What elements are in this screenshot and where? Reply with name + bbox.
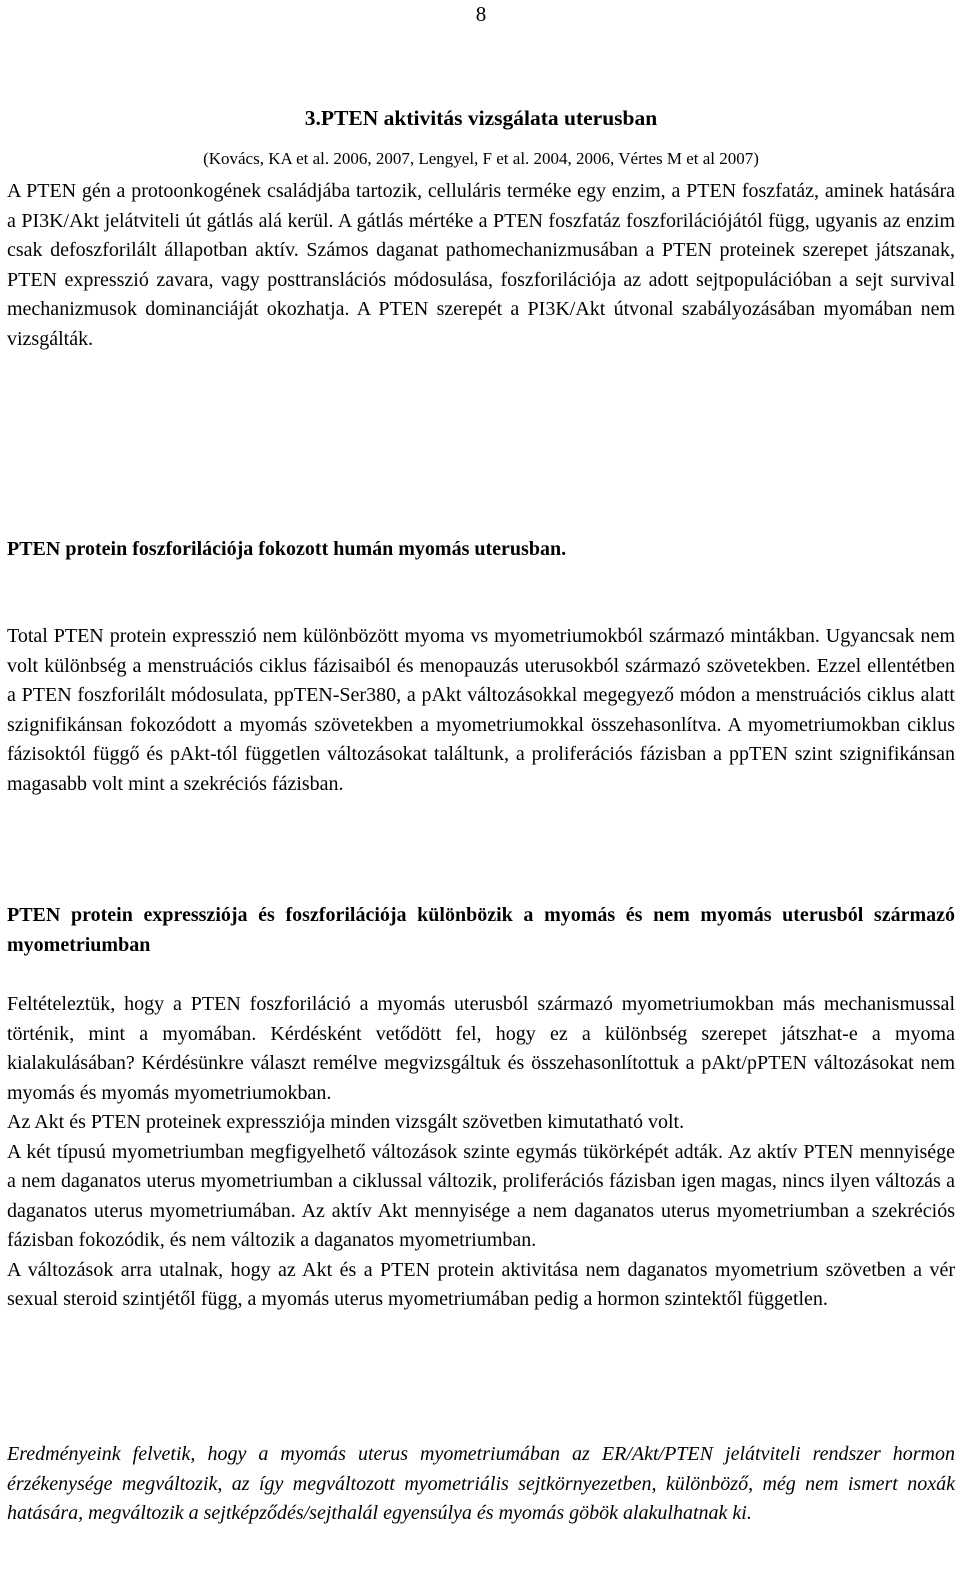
results-paragraph-2c: A két típusú myometriumban megfigyelhető változások szinte egymás tükörképét adták. Az aktív PTEN mennyisége a nem daganatos uterus myometriumban a ciklussal változik, proliferációs fázisban igen magas, nincs ilyen változás a daganatos uterus myometriumában. Az aktív Akt mennyisége a nem daganatos uterus myometriumban a szekréciós fázisban fokozódik, és nem változik a daganatos myometriumban. (7, 1140, 955, 1251)
results-paragraph-2a: Feltételeztük, hogy a PTEN foszforiláció a myomás uterusból származó myometriumokban más mechanismussal történik, mint a myomában. Kérdésként vetődött fel, hogy ez a különbség szerepet játszhat-e a myoma kialakulásában? Kérdésünkre választ remélve megvizsgáltuk és összehasonlítottuk a pAkt/pPTEN változásokat nem myomás és myomás myometriumokban. (7, 993, 955, 1104)
citation: (Kovács, KA et al. 2006, 2007, Lengyel, F et al. 2004, 2006, Vértes M et al 2007) (203, 149, 759, 168)
heading-pten-expression: PTEN protein expressziója és foszforilációja különbözik a myomás és nem myomás uterusból származó myometriumban (7, 904, 955, 956)
results-section-2 (7, 990, 955, 1315)
page-number: 8 (475, 2, 487, 26)
results-paragraph-2b: Az Akt és PTEN proteinek expressziója minden vizsgált szövetben kimutatható volt. (7, 1111, 685, 1133)
conclusion-paragraph: Eredményeink felvetik, hogy a myomás uterus myometriumában az ER/Akt/PTEN jelátviteli rendszer hormon érzékenysége megváltozik, az így megváltozott myometriális sejtkörnyezetben, különböző, még nem ismert noxák hatására, megváltozik a sejtképződés/sejthalál egyensúlya és myomás göbök alakulhatnak ki. (7, 1443, 955, 1524)
section-title: 3.PTEN aktivitás vizsgálata uterusban (304, 106, 658, 130)
heading-pten-phosphorylation: PTEN protein foszforilációja fokozott humán myomás uterusban. (7, 538, 567, 560)
results-paragraph-2d: A változások arra utalnak, hogy az Akt és a PTEN protein aktivitása nem daganatos myometrium szövetben a vér sexual steroid szintjétől függ, a myomás uterus myometriumában pedig a hormon szintektől független. (7, 1258, 955, 1310)
intro-paragraph: A PTEN gén a protoonkogének családjába tartozik, celluláris terméke egy enzim, a PTEN foszfatáz, aminek hatására a PI3K/Akt jelátviteli út gátlás alá kerül. A gátlás mértéke a PTEN foszfatáz foszforilációjától függ, ugyanis az enzim csak defoszforilált állapotban aktív. Számos daganat pathomechanizmusában a PTEN proteinek szerepet játszanak, PTEN expresszió zavara, vagy posttranslációs módosulása, foszforilációja az adott sejtpopulációban a sejt survival mechanizmusok dominanciáját okozhatja. A PTEN szerepét a PI3K/Akt útvonal szabályozásában myomában nem vizsgálták. (7, 180, 955, 350)
results-paragraph-1: Total PTEN protein expresszió nem különbözött myoma vs myometriumokból származó mintákban. Ugyancsak nem volt különbség a menstruációs ciklus fázisaiból és menopauzás uterusokból származó szövetekben. Ezzel ellentétben a PTEN foszforilált módosulata, ppTEN-Ser380, a pAkt változásokkal megegyező módon a menstruációs ciklus alatt szignifikánsan fokozódott a myomás szövetekben a myometriumokkal összehasonlítva. A myometriumokban ciklus fázisoktól függő és pAkt-tól független változásokat találtunk, a proliferációs fázisban a ppTEN szint szignifikánsan magasabb volt mint a szekréciós fázisban. (7, 625, 955, 795)
